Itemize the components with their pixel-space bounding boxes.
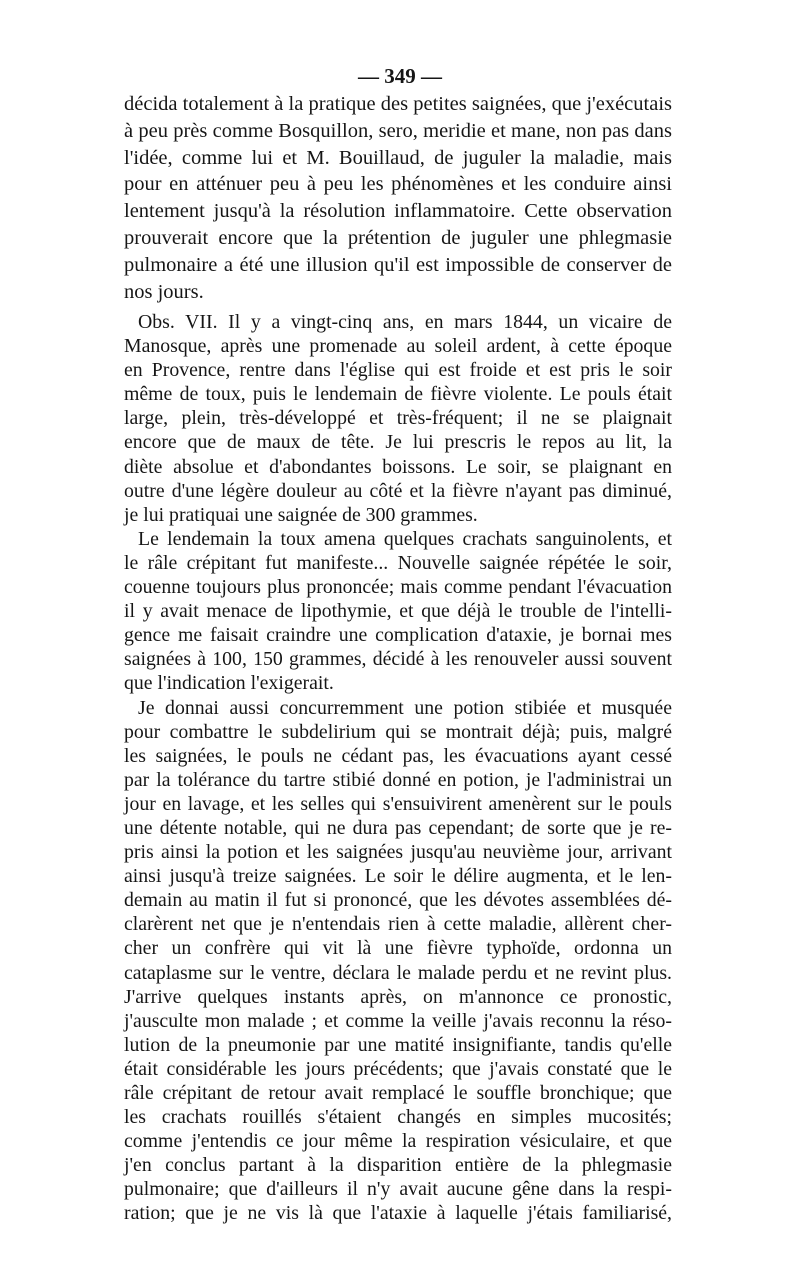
text-line: l'idée, comme lui et M. Bouillaud, de juguler la maladie, mais bbox=[124, 146, 672, 169]
text-line: couenne toujours plus prononcée; mais comme pendant l'évacuation bbox=[124, 576, 672, 599]
text-line: les saignées, le pouls ne cédant pas, les évacuations ayant cessé bbox=[124, 744, 672, 767]
text-line: encore que de maux de tête. Je lui prescris le repos au lit, la bbox=[124, 431, 672, 454]
paragraph-1 bbox=[124, 91, 672, 305]
text-line: clarèrent net que je n'entendais rien à cette maladie, allèrent cher- bbox=[124, 913, 672, 936]
text-line: décida totalement à la pratique des petites saignées, que j'exécutais bbox=[124, 93, 672, 115]
text-line: était considérable les jours précédents; que j'avais constaté que le bbox=[124, 1057, 672, 1080]
paragraph-3 bbox=[124, 527, 672, 696]
text-line: j'ausculte mon malade ; et comme la veille j'avais reconnu la réso- bbox=[124, 1009, 672, 1032]
text-line: une détente notable, qui ne dura pas cependant; de sorte que je re- bbox=[124, 816, 672, 839]
text-line: cher un confrère qui vit là une fièvre typhoïde, ordonna un bbox=[124, 937, 672, 960]
text-line: prouverait encore que la prétention de juguler une phlegmasie bbox=[124, 226, 672, 249]
text-line: par la tolérance du tartre stibié donné en potion, je l'administrai un bbox=[124, 768, 672, 791]
text-line: demain au matin il fut si prononcé, que les dévotes assemblées dé- bbox=[124, 889, 672, 912]
text-line: pour en atténuer peu à peu les phénomènes et les conduire ainsi bbox=[124, 173, 672, 196]
text-line: que l'indication l'exigerait. bbox=[124, 672, 334, 695]
text-line: Obs. VII. Il y a vingt-cinq ans, en mars 1844, un vicaire de bbox=[138, 311, 672, 333]
text-line: Je donnai aussi concurremment une potion stibiée et musquée bbox=[138, 696, 672, 719]
text-line: pour combattre le subdelirium qui se montrait déjà; puis, malgré bbox=[124, 720, 672, 743]
text-line: à peu près comme Bosquillon, sero, meridie et mane, non pas dans bbox=[124, 119, 672, 142]
text-line: nos jours. bbox=[124, 280, 204, 303]
text-line: les crachats rouillés s'étaient changés en simples mucosités; bbox=[124, 1106, 672, 1129]
page-number: — 349 — bbox=[358, 64, 442, 88]
text-line: lution de la pneumonie par une matité insignifiante, tandis qu'elle bbox=[124, 1033, 672, 1056]
text-line: même de toux, puis le lendemain de fièvre violente. Le pouls était bbox=[124, 383, 672, 406]
text-line: diète absolue et d'abondantes boissons. Le soir, se plaignant en bbox=[124, 455, 672, 478]
text-line: jour en lavage, et les selles qui s'ensuivirent amenèrent sur le pouls bbox=[124, 792, 672, 815]
text-line: saignées à 100, 150 grammes, décidé à les renouveler aussi souvent bbox=[124, 648, 672, 671]
text-line: comme j'entendis ce jour même la respiration vésiculaire, et que bbox=[124, 1130, 672, 1153]
text-line: J'arrive quelques instants après, on m'annonce ce pronostic, bbox=[124, 985, 672, 1008]
text-line: j'en conclus partant à la disparition entière de la phlegmasie bbox=[124, 1154, 672, 1177]
text-line: râle crépitant de retour avait remplacé le souffle bronchique; que bbox=[124, 1082, 672, 1104]
text-line: ration; que je ne vis là que l'ataxie à laquelle j'étais familiarisé, bbox=[124, 1202, 672, 1225]
text-line: Le lendemain la toux amena quelques crachats sanguinolents, et bbox=[138, 527, 672, 550]
text-line: outre d'une légère douleur au côté et la fièvre n'ayant pas diminué, bbox=[124, 479, 672, 502]
text-line: le râle crépitant fut manifeste... Nouvelle saignée répétée le soir, bbox=[124, 551, 672, 574]
text-line: cataplasme sur le ventre, déclara le malade perdu et ne revint plus. bbox=[124, 961, 672, 984]
text-line: Manosque, après une promenade au soleil ardent, à cette époque bbox=[124, 335, 672, 358]
paragraph-2 bbox=[124, 310, 672, 527]
text-line: en Provence, rentre dans l'église qui est froide et est pris le soir bbox=[124, 359, 672, 382]
text-line: ainsi jusqu'à treize saignées. Le soir le délire augmenta, et le len- bbox=[124, 865, 672, 888]
text-line: lentement jusqu'à la résolution inflammatoire. Cette observation bbox=[124, 200, 672, 223]
text-line: pulmonaire; que d'ailleurs il n'y avait aucune gêne dans la respi- bbox=[124, 1178, 672, 1201]
text-line: il y avait menace de lipothymie, et que déjà le trouble de l'intelli- bbox=[124, 600, 672, 623]
text-line: large, plein, très-développé et très-fréquent; il ne se plaignait bbox=[124, 407, 672, 430]
text-line: je lui pratiquai une saignée de 300 grammes. bbox=[124, 503, 478, 526]
paragraph-4 bbox=[124, 696, 672, 1226]
text-line: pulmonaire a été une illusion qu'il est impossible de conserver de bbox=[124, 253, 672, 276]
text-line: pris ainsi la potion et les saignées jusqu'au neuvième jour, arrivant bbox=[124, 841, 672, 864]
text-line: gence me faisait craindre une complication d'ataxie, je bornai mes bbox=[124, 624, 672, 647]
observation-body bbox=[124, 310, 672, 1226]
